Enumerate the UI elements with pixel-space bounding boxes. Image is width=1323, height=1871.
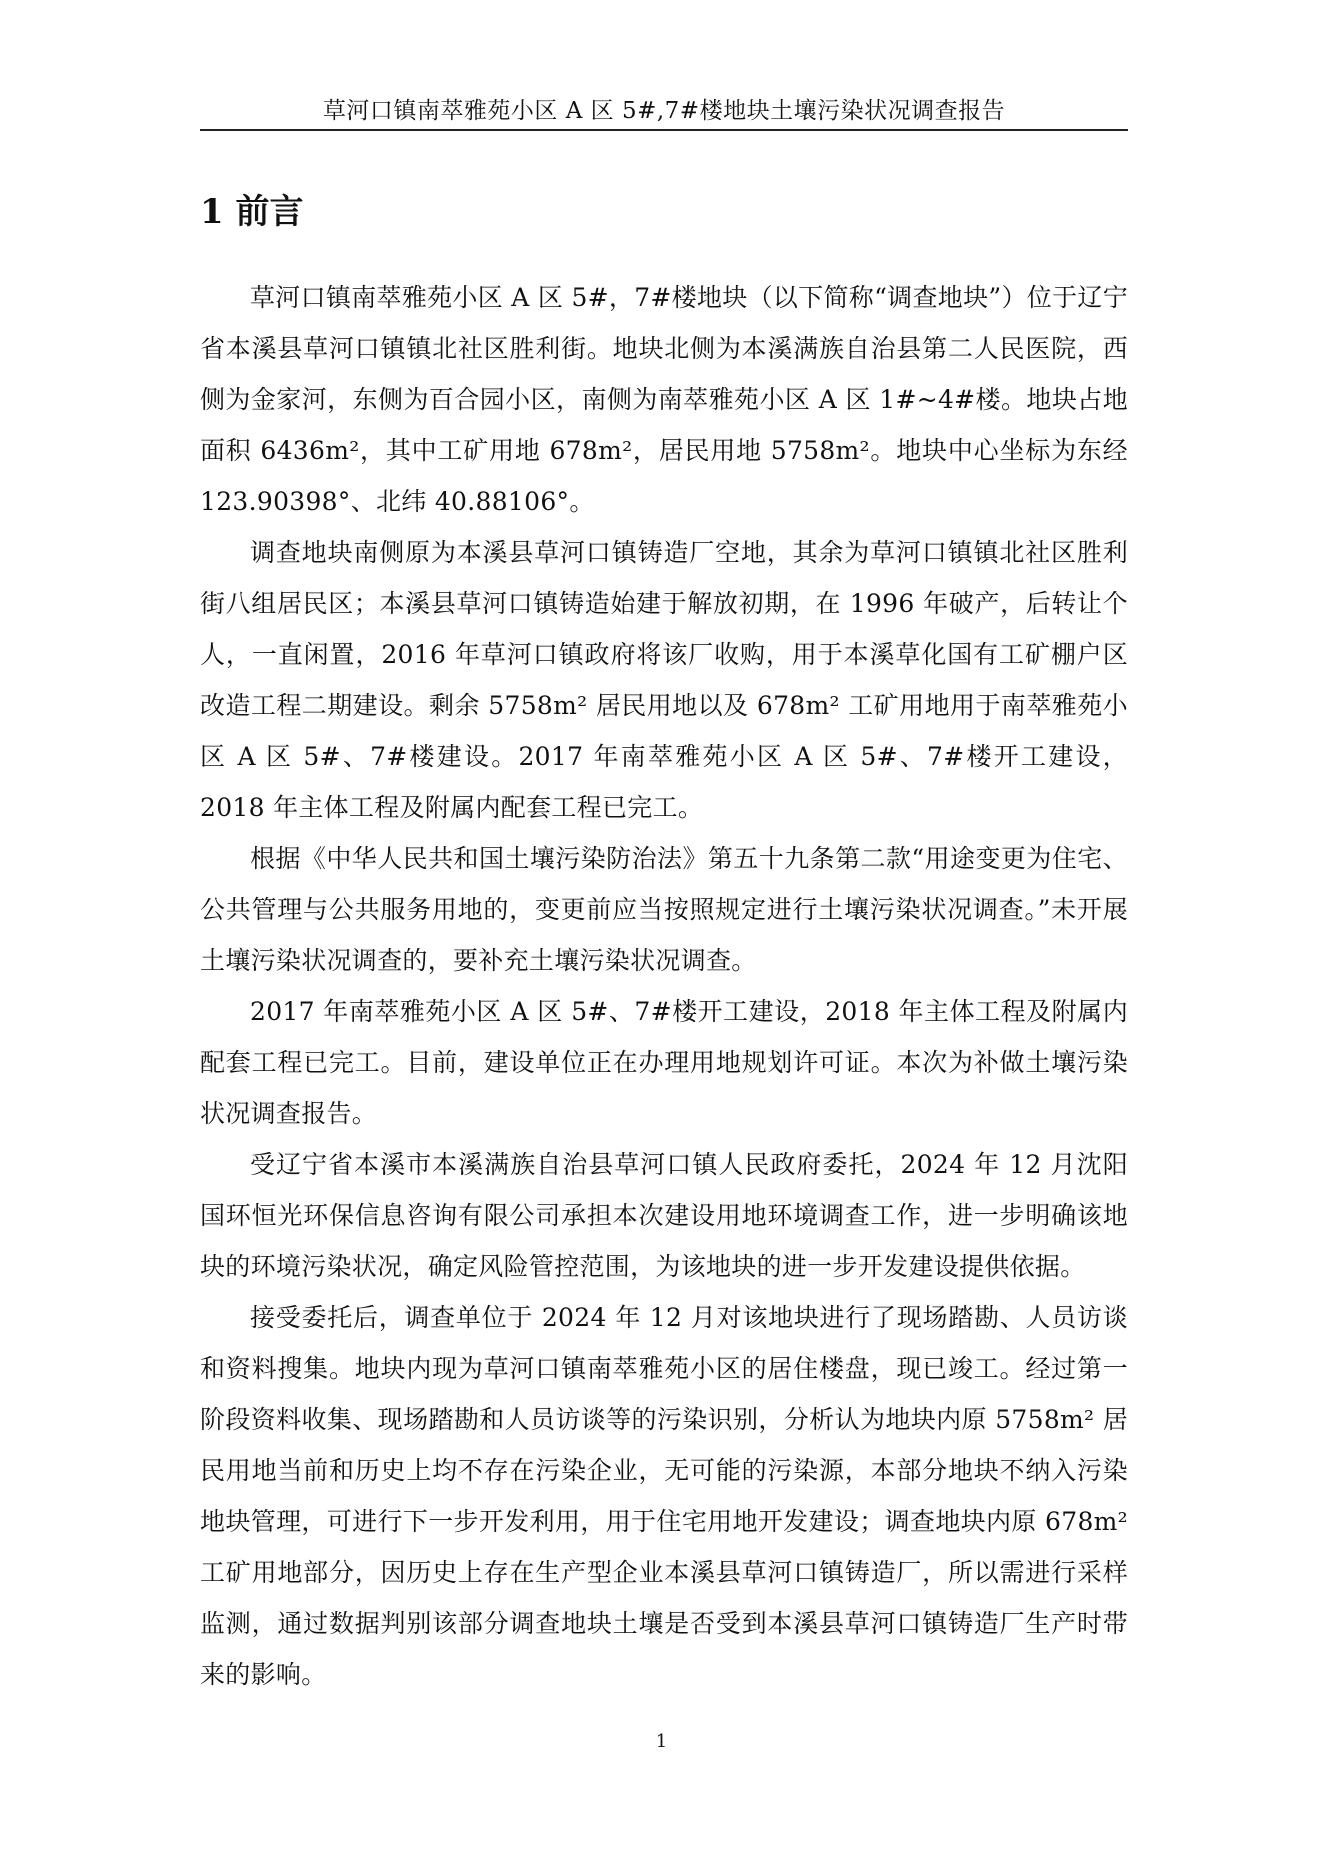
paragraph-4: 2017 年南萃雅苑小区 A 区 5#、7#楼开工建设，2018 年主体工程及附属内配套工程已完工。目前，建设单位正在办理用地规划许可证。本次为补做土壤污染状况调查报告。 xyxy=(200,997,1128,1128)
running-header: 草河口镇南萃雅苑小区 A 区 5#,7#楼地块土壤污染状况调查报告 xyxy=(322,98,1006,124)
paragraph-1: 草河口镇南萃雅苑小区 A 区 5#，7#楼地块（以下简称“调查地块”）位于辽宁省本溪县草河口镇镇北社区胜利街。地块北侧为本溪满族自治县第二人民医院，西侧为金家河，东侧为百合园小区，南侧为南萃雅苑小区 A 区 1#~4#楼。地块占地面积 6436m²，其中工矿用地 678m²，居民用地 5758m²。地块中心坐标为东经 123.90398°、北纬 40.88106°。 xyxy=(200,283,1128,516)
paragraph-3: 根据《中华人民共和国土壤污染防治法》第五十九条第二款“用途变更为住宅、公共管理与公共服务用地的，变更前应当按照规定进行土壤污染状况调查。”未开展土壤污染状况调查的，要补充土壤污染状况调查。 xyxy=(200,844,1128,975)
section-title: 1 前言 xyxy=(200,192,304,232)
paragraph-5: 受辽宁省本溪市本溪满族自治县草河口镇人民政府委托，2024 年 12 月沈阳国环恒光环保信息咨询有限公司承担本次建设用地环境调查工作，进一步明确该地块的环境污染状况，确定风险管控范围，为该地块的进一步开发建设提供依据。 xyxy=(200,1150,1128,1281)
paragraph-6: 接受委托后，调查单位于 2024 年 12 月对该地块进行了现场踏勘、人员访谈和资料搜集。地块内现为草河口镇南萃雅苑小区的居住楼盘，现已竣工。经过第一阶段资料收集、现场踏勘和人员访谈等的污染识别，分析认为地块内原 5758m² 居民用地当前和历史上均不存在污染企业，无可能的污染源，本部分地块不纳入污染地块管理，可进行下一步开发利用，用于住宅用地开发建设；调查地块内原 678m² 工矿用地部分，因历史上存在生产型企业本溪县草河口镇铸造厂，所以需进行采样监测，通过数据判别该部分调查地块土壤是否受到本溪县草河口镇铸造厂生产时带来的影响。 xyxy=(200,1303,1128,1689)
page-number: 1 xyxy=(655,1731,668,1752)
header-divider xyxy=(200,129,1128,131)
paragraph-2: 调查地块南侧原为本溪县草河口镇铸造厂空地，其余为草河口镇镇北社区胜利街八组居民区；本溪县草河口镇铸造始建于解放初期，在 1996 年破产，后转让个人，一直闲置，2016 年草河口镇政府将该厂收购，用于本溪草化国有工矿棚户区改造工程二期建设。剩余 5758m² 居民用地以及 678m² 工矿用地用于南萃雅苑小区 A 区 5#、7#楼建设。2017 年南萃雅苑小区 A 区 5#、7#楼开工建设，2018 年主体工程及附属内配套工程已完工。 xyxy=(200,538,1128,822)
body-text xyxy=(200,272,1128,1700)
